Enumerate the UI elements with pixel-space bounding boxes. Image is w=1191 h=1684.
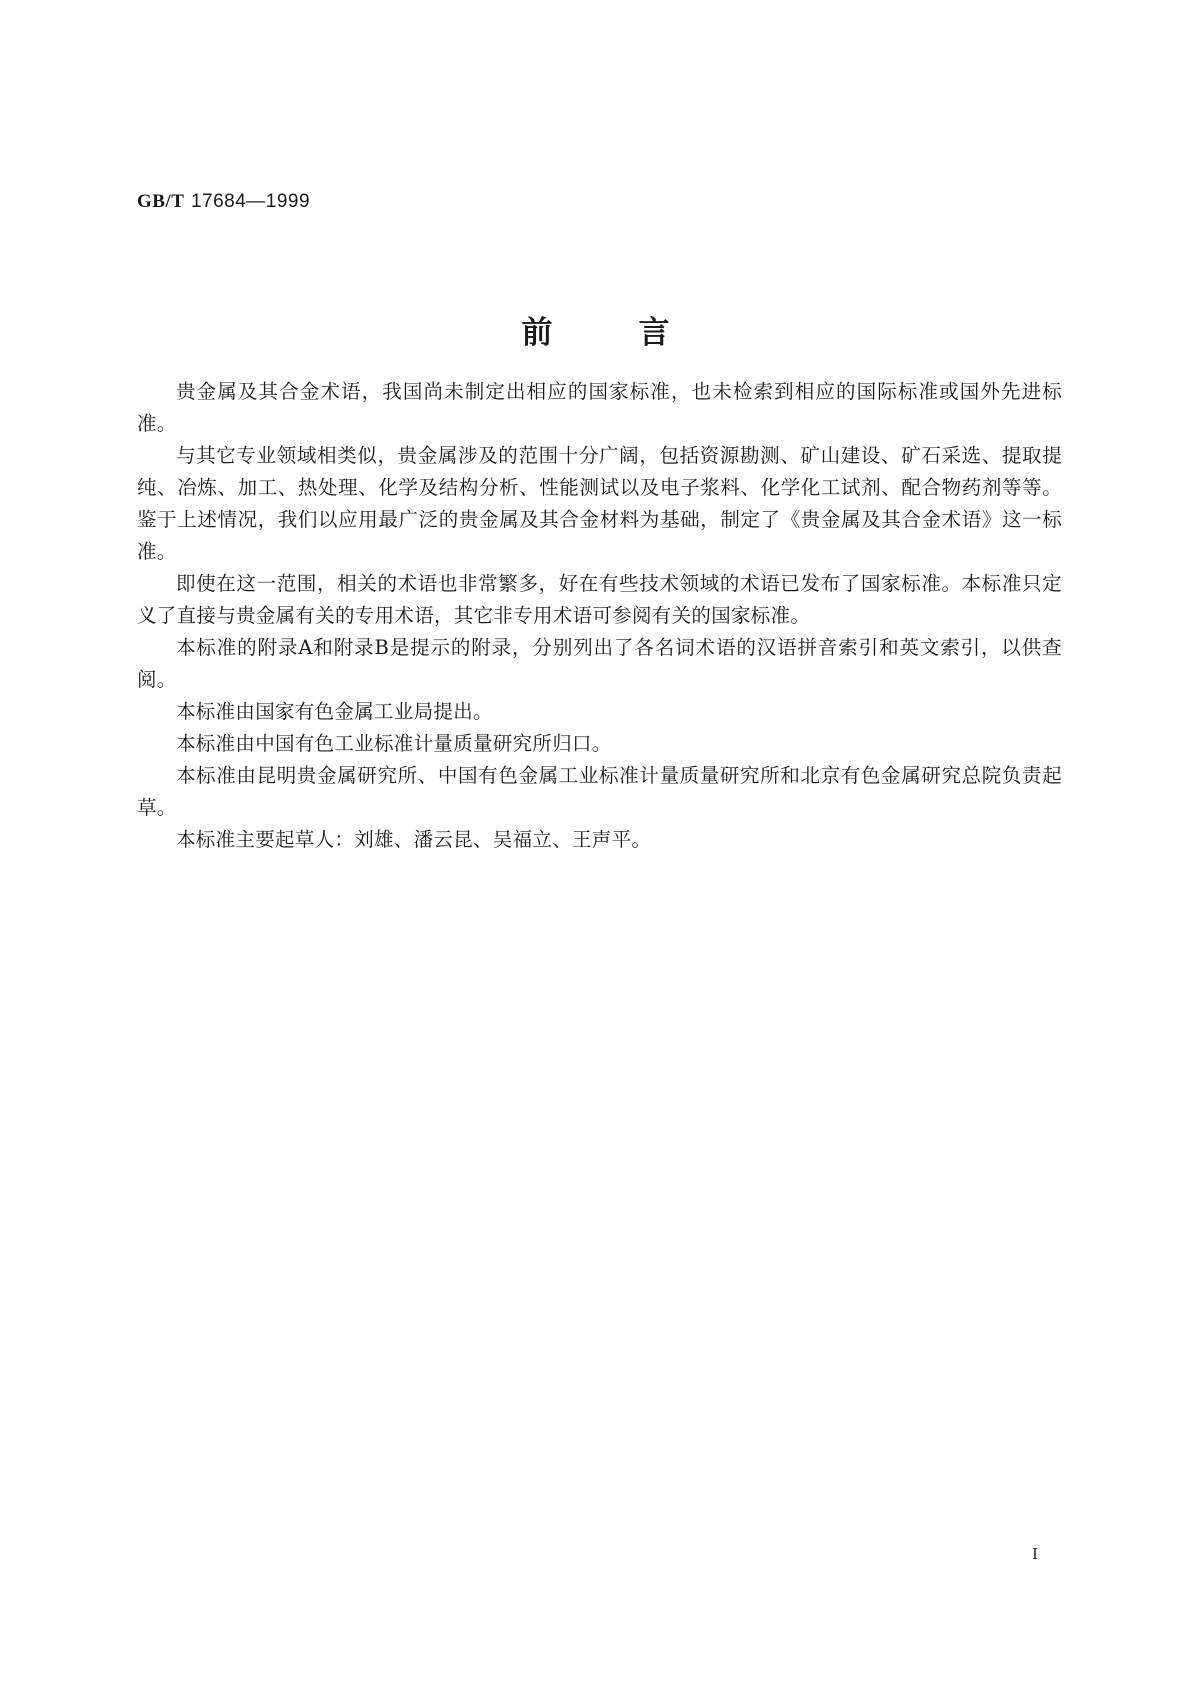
paragraph-6: 本标准由中国有色工业标准计量质量研究所归口。: [176, 732, 612, 755]
standard-code: [137, 190, 310, 213]
paragraph-3: 即使在这一范围，相关的术语也非常繁多，好在有些技术领域的术语已发布了国家标准。本标准只定义了直接与贵金属有关的专用术语，其它非专用术语可参阅有关的国家标准。: [137, 572, 1062, 627]
page-title: 前言: [521, 315, 756, 351]
paragraph-5: 本标准由国家有色金属工业局提出。: [176, 700, 493, 723]
standard-code-prefix: GB/T: [137, 191, 185, 212]
foreword-body: [137, 376, 1062, 856]
standard-code-number: 17684—1999: [190, 191, 311, 212]
paragraph-8: 本标准主要起草人：刘雄、潘云昆、吴福立、王声平。: [176, 828, 652, 851]
paragraph-1: 贵金属及其合金术语，我国尚未制定出相应的国家标准，也未检索到相应的国际标准或国外先进标准。: [137, 380, 1062, 435]
paragraph-2: 与其它专业领域相类似，贵金属涉及的范围十分广阔，包括资源勘测、矿山建设、矿石采选、提取提纯、冶炼、加工、热处理、化学及结构分析、性能测试以及电子浆料、化学化工试剂、配合物药剂等等。鉴于上述情况，我们以应用最广泛的贵金属及其合金材料为基础，制定了《贵金属及其合金术语》这一标准。: [137, 444, 1062, 563]
paragraph-7: 本标准由昆明贵金属研究所、中国有色金属工业标准计量质量研究所和北京有色金属研究总院负责起草。: [137, 764, 1062, 819]
paragraph-4: 本标准的附录A和附录B是提示的附录，分别列出了各名词术语的汉语拼音索引和英文索引，以供查阅。: [137, 636, 1062, 691]
page-number: I: [1032, 1545, 1038, 1563]
